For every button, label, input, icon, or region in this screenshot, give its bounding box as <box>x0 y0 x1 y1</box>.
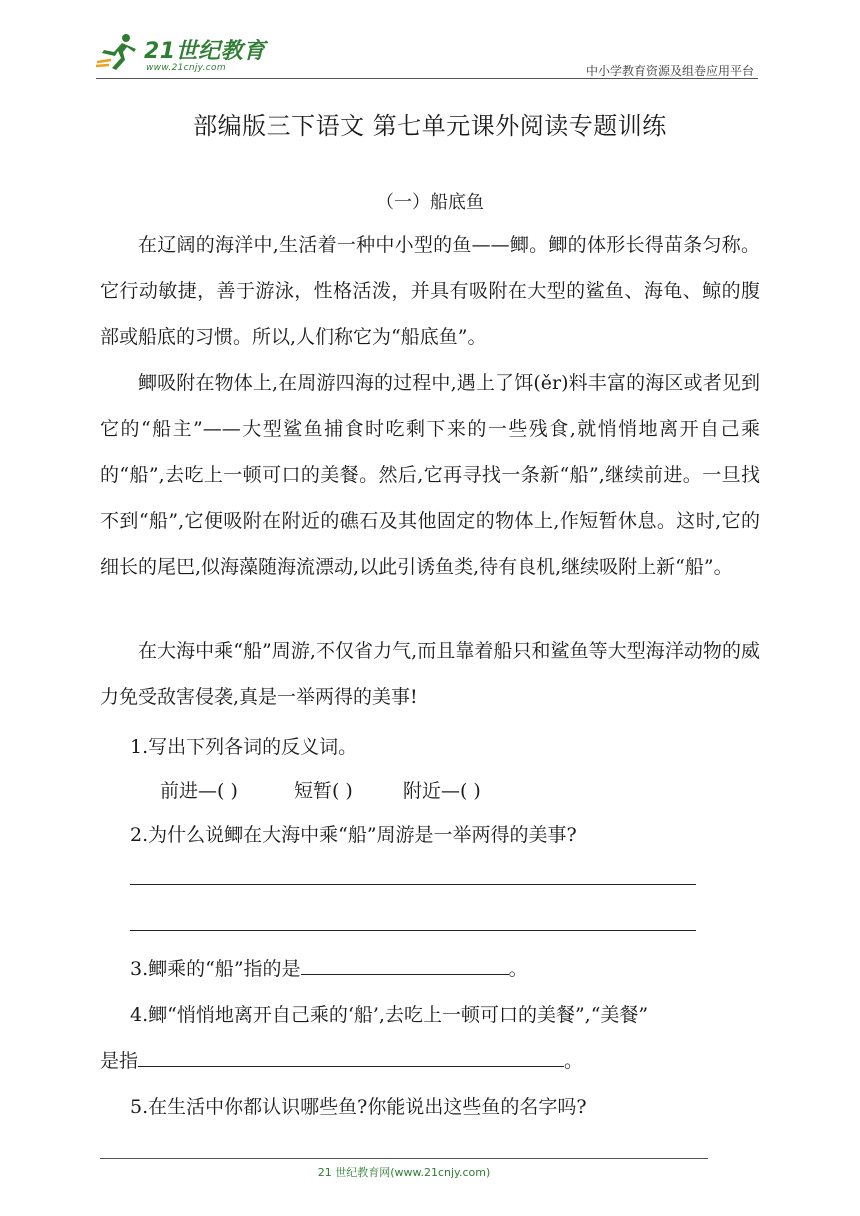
question-3-end: 。 <box>508 958 528 980</box>
logo-url: www.21cnjy.com <box>146 63 226 73</box>
footer-divider <box>100 1158 708 1159</box>
answer-blank-4[interactable] <box>138 1048 564 1067</box>
answer-line-2[interactable] <box>130 930 696 931</box>
passage-title: （一）船底鱼 <box>376 192 484 213</box>
question-4-prefix: 是指 <box>100 1050 139 1072</box>
header-divider <box>96 78 758 79</box>
runner-logo-icon <box>96 32 142 72</box>
document-title: 部编版三下语文 第七单元课外阅读专题训练 <box>193 112 667 140</box>
question-4-answer <box>100 1046 583 1073</box>
page-header <box>96 30 758 82</box>
footer-link[interactable]: 21 世纪教育网(www.21cnjy.com) <box>317 1166 491 1179</box>
paragraph-1: 在辽阔的海洋中,生活着一种中小型的鱼——鲫。鲫的体形长得苗条匀称。它行动敏捷，善于游泳，性格活泼，并具有吸附在大型的鲨鱼、海龟、鲸的腹部或船底的习惯。所以,人们称它为“船底鱼”。 <box>100 234 760 348</box>
question-3 <box>130 954 528 981</box>
question-4: 4.鲫“悄悄地离开自己乘的‘船’,去吃上一顿可口的美餐”,“美餐” <box>130 1004 649 1026</box>
question-2: 2.为什么说鲫在大海中乘“船”周游是一举两得的美事? <box>130 824 577 846</box>
paragraph-2: 鲫吸附在物体上,在周游四海的过程中,遇上了饵(ěr)料丰富的海区或者见到它的“船主”——大型鲨鱼捕食时吃剩下来的一些残食,就悄悄地离开自己乘的“船”,去吃上一顿可口的美餐。然后,它再寻找一条新“船”,继续前进。一旦找不到“船”,它便吸附在附近的礁石及其他固定的物体上,作短暂休息。这时,它的细长的尾巴,似海藻随海流漂动,以此引诱鱼类,待有良机,继续吸附上新“船”。 <box>100 372 760 578</box>
answer-line-1[interactable] <box>130 884 696 885</box>
header-tagline: 中小学教育资源及组卷应用平台 <box>585 64 754 78</box>
question-3-text: 3.鲫乘的“船”指的是 <box>130 958 301 980</box>
answer-blank-3[interactable] <box>301 956 509 975</box>
question-1: 1.写出下列各词的反义词。 <box>130 736 358 758</box>
logo-text: 21世纪教育 <box>144 39 266 64</box>
antonym-item-1[interactable]: 前进—( ) <box>160 780 238 802</box>
question-1-items <box>160 776 481 803</box>
question-5: 5.在生活中你都认识哪些鱼?你能说出这些鱼的名字吗? <box>130 1096 587 1118</box>
antonym-item-3[interactable]: 附近—( ) <box>402 780 481 802</box>
antonym-item-2[interactable]: 短暂( ) <box>293 780 353 802</box>
question-4-end: 。 <box>564 1050 584 1072</box>
site-logo[interactable] <box>96 30 266 78</box>
paragraph-3: 在大海中乘“船”周游,不仅省力气,而且靠着船只和鲨鱼等大型海洋动物的威力免受敌害侵袭,真是一举两得的美事! <box>100 640 760 708</box>
